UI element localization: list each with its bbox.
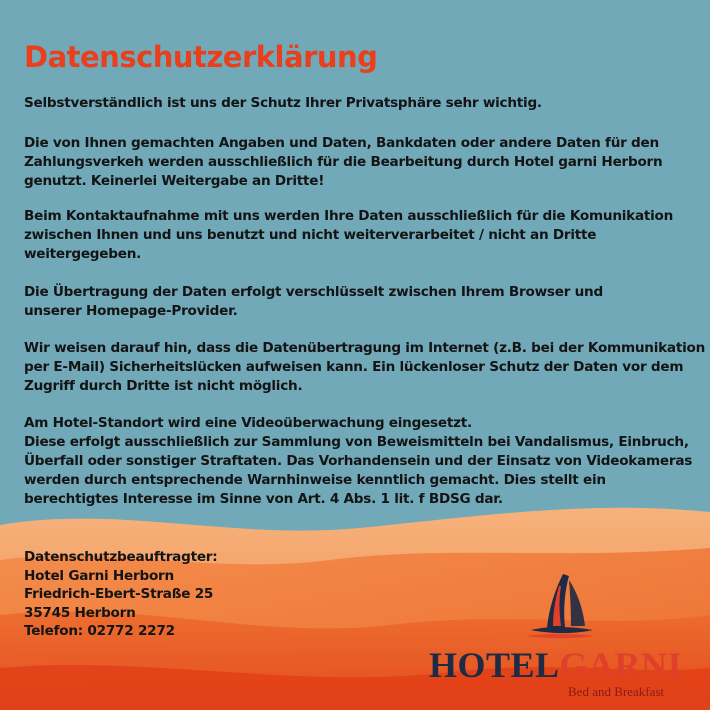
text-line: unserer Homepage-Provider. [24,303,238,319]
contact-heading: Datenschutzbeauftragter: [24,549,218,565]
text-line: zwischen Ihnen und uns benutzt und nicht weiterverarbeitet / nicht an Dritte [24,227,597,243]
contact-name: Hotel Garni Herborn [24,567,174,584]
paragraph-contact-data [24,207,694,264]
text-line: Die von Ihnen gemachten Angaben und Daten, Bankdaten oder andere Daten für den [24,135,659,151]
brand-tagline: Bed and Breakfast [568,684,665,699]
text-line: Die Übertragung der Daten erfolgt verschlüsselt zwischen Ihrem Browser und [24,284,603,300]
paragraph-encryption [24,283,694,321]
paragraph-internet-security [24,339,706,396]
paragraph-intro [24,94,694,113]
text-line: per E-Mail) Sicherheitslücken aufweisen kann. Ein lückenloser Schutz der Daten vor dem [24,359,684,375]
page-title: Datenschutzerklärung [24,40,378,74]
brand-word-garni: GARNI [559,645,683,685]
text-line: Zahlungsverkeh werden ausschließlich für die Bearbeitung durch Hotel garni Herborn [24,154,663,170]
text-line: werden durch entsprechende Warnhinweise kenntlich gemacht. Dies stellt ein [24,472,606,488]
text-line: Beim Kontaktaufnahme mit uns werden Ihre Daten ausschließlich für die Komunikation [24,208,674,224]
brand-wordmark [429,644,682,686]
hotel-garni-logo [425,572,695,702]
text-line: Überfall oder sonstiger Straftaten. Das Vorhandensein und der Einsatz von Videokameras [24,453,693,469]
text-line: Zugriff durch Dritte ist nicht möglich. [24,378,303,394]
contact-phone: Telefon: 02772 2272 [24,623,175,639]
paragraph-data-usage [24,134,694,191]
text-line: Am Hotel-Standort wird eine Videoüberwachung eingesetzt. [24,415,472,431]
brand-word-hotel: HOTEL [429,645,560,685]
text-line: Selbstverständlich ist uns der Schutz Ihrer Privatsphäre sehr wichtig. [24,95,542,111]
text-line: berechtigtes Interesse im Sinne von Art. 4 Abs. 1 lit. f BDSG dar. [24,491,503,507]
text-line: weitergegeben. [24,246,142,262]
sailboat-icon [525,572,597,644]
data-protection-officer-contact [24,548,217,641]
contact-city: 35745 Herborn [24,604,136,621]
contact-street: Friedrich-Ebert-Straße 25 [24,586,214,602]
paragraph-video-surveillance [24,414,694,509]
text-line: genutzt. Keinerlei Weitergabe an Dritte! [24,173,325,189]
text-line: Wir weisen darauf hin, dass die Datenübertragung im Internet (z.B. bei der Kommunikation [24,340,706,356]
text-line: Diese erfolgt ausschließlich zur Sammlung von Beweismitteln bei Vandalismus, Einbruch, [24,434,689,450]
